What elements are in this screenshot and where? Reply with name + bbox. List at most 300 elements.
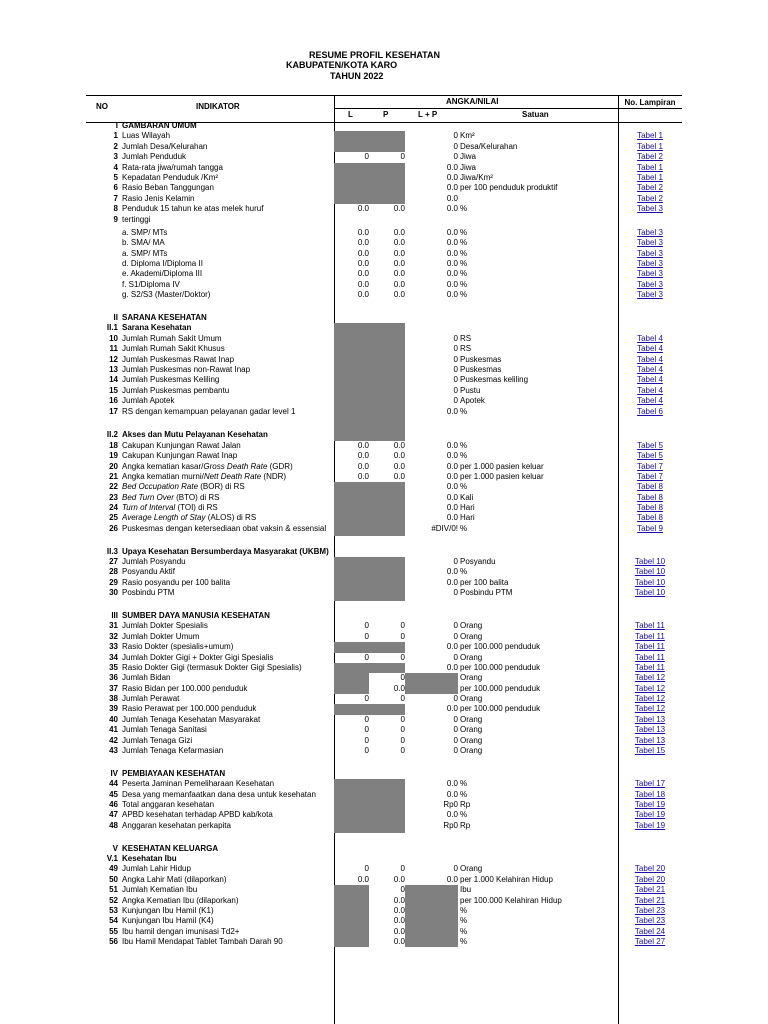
row-number: II.1 xyxy=(106,323,118,333)
appendix-link[interactable]: Tabel 11 xyxy=(635,631,665,641)
indicator-label: Kunjungan Ibu Hamil (K1) xyxy=(122,905,214,915)
unit-label: Orang xyxy=(460,621,483,631)
value-lp: 0.0 xyxy=(446,204,458,214)
value-p: 0.0 xyxy=(393,238,405,248)
unit-label: Kali xyxy=(460,492,474,502)
row-number: III xyxy=(111,610,118,620)
row-number: 25 xyxy=(109,513,118,523)
appendix-link[interactable]: Tabel 5 xyxy=(637,451,663,461)
row-number: 12 xyxy=(109,354,118,364)
indicator-label: Penduduk 15 tahun ke atas melek huruf xyxy=(122,204,264,214)
row-number: 5 xyxy=(113,172,118,182)
value-lp: 0.0 xyxy=(446,238,458,248)
table-row xyxy=(86,821,682,833)
unit-label: per 1.000 pasien keluar xyxy=(460,471,544,481)
section-row xyxy=(86,430,682,440)
indicator-label: Desa yang memanfaatkan dana desa untuk kesehatan xyxy=(122,789,316,799)
section-row xyxy=(86,611,682,621)
indicator-label: Angka kematian murni/Nett Death Rate (NDR) xyxy=(122,471,287,481)
unit-label: Orang xyxy=(460,714,483,724)
appendix-link[interactable]: Tabel 8 xyxy=(637,482,663,492)
appendix-link[interactable]: Tabel 6 xyxy=(637,406,663,416)
appendix-link[interactable]: Tabel 19 xyxy=(634,800,666,809)
appendix-link[interactable]: Tabel 24 xyxy=(634,926,666,936)
value-lp: 0 xyxy=(453,714,458,724)
value-lp: 0.0 xyxy=(446,567,458,577)
value-lp: 0.0 xyxy=(446,492,458,502)
row-number: 1 xyxy=(113,131,118,141)
unit-label: Orang xyxy=(460,694,483,704)
unit-label: Orang xyxy=(460,652,483,662)
row-number: 40 xyxy=(109,714,118,724)
value-lp: 0.0 xyxy=(446,662,458,672)
appendix-link[interactable]: Tabel 21 xyxy=(634,895,666,905)
appendix-link[interactable]: Tabel 10 xyxy=(634,588,666,598)
unit-label: per 100.000 Kelahiran Hidup xyxy=(460,895,562,905)
appendix-link[interactable]: Tabel 18 xyxy=(634,789,666,799)
unit-label: Hari xyxy=(460,503,475,513)
appendix-link[interactable]: Tabel 11 xyxy=(635,652,665,662)
unit-label: Posbindu PTM xyxy=(460,588,513,598)
table-body xyxy=(86,121,682,947)
value-l: 0.0 xyxy=(357,290,369,300)
unit-label: % xyxy=(460,926,468,936)
value-p: 0 xyxy=(400,652,405,662)
value-lp: Rp0 xyxy=(443,800,458,809)
value-lp: 0.0 xyxy=(446,440,458,450)
row-number: 14 xyxy=(109,375,118,385)
unit-label: Jiwa xyxy=(460,152,477,162)
appendix-link[interactable]: Tabel 3 xyxy=(637,290,663,300)
appendix-link[interactable]: Tabel 11 xyxy=(635,621,665,631)
unit-label: % xyxy=(460,810,468,820)
indicator-label: Jumlah Puskesmas Rawat Inap xyxy=(122,354,235,364)
section-row xyxy=(86,844,682,854)
table-row xyxy=(86,578,682,588)
value-lp: 0 xyxy=(453,652,458,662)
indicator-label: Kesehatan Ibu xyxy=(122,853,177,863)
table-row xyxy=(86,482,682,492)
appendix-link[interactable]: Tabel 20 xyxy=(634,874,666,884)
row-number: 26 xyxy=(109,523,118,533)
appendix-link[interactable]: Tabel 12 xyxy=(634,673,666,683)
appendix-link[interactable]: Tabel 19 xyxy=(634,810,666,820)
table-row xyxy=(86,758,682,768)
value-lp: 0 xyxy=(453,385,458,395)
value-lp: 0.0 xyxy=(446,290,458,300)
value-p: 0.0 xyxy=(393,916,405,926)
indicator-label: Turn of Interval (TOI) di RS xyxy=(122,503,218,513)
appendix-link[interactable]: Tabel 13 xyxy=(634,714,666,724)
unit-label: RS xyxy=(460,344,472,354)
header-l: L xyxy=(348,110,353,119)
value-lp: 0.0 xyxy=(446,789,458,799)
indicator-label: b. SMA/ MA xyxy=(122,238,165,248)
appendix-link[interactable]: Tabel 4 xyxy=(637,354,663,364)
value-l: 0.0 xyxy=(357,461,369,471)
table-row xyxy=(86,916,682,926)
report-title: RESUME PROFIL KESEHATAN xyxy=(309,50,441,60)
indicator-label: Upaya Kesehatan Bersumberdaya Masyarakat (UKBM) xyxy=(122,546,329,556)
value-p: 0 xyxy=(400,673,405,683)
table-row xyxy=(86,663,682,673)
value-lp: 0.0 xyxy=(446,577,458,587)
value-l: 0.0 xyxy=(357,471,369,481)
appendix-link[interactable]: Tabel 13 xyxy=(634,735,666,745)
appendix-link[interactable]: Tabel 8 xyxy=(637,503,663,513)
appendix-link[interactable]: Tabel 3 xyxy=(637,269,663,279)
value-p: 0.0 xyxy=(393,451,405,461)
indicator-label: Jumlah Tenaga Gizi xyxy=(122,735,193,745)
value-lp: 0.0 xyxy=(446,503,458,513)
header-lp: L + P xyxy=(418,110,438,119)
indicator-label: Angka Lahir Mati (dilaporkan) xyxy=(122,874,227,884)
indicator-label: Rasio Bidan per 100.000 penduduk xyxy=(122,683,248,693)
appendix-link[interactable]: Tabel 20 xyxy=(634,864,666,874)
value-l: 0.0 xyxy=(357,440,369,450)
appendix-link[interactable]: Tabel 9 xyxy=(637,523,663,533)
unit-label: % xyxy=(460,279,468,289)
indicator-label: Cakupan Kunjungan Rawat Inap xyxy=(122,451,238,461)
value-p: 0.0 xyxy=(393,290,405,300)
indicator-label: Jumlah Rumah Sakit Umum xyxy=(122,333,222,343)
appendix-link[interactable]: Tabel 8 xyxy=(637,513,663,523)
unit-label: Jiwa xyxy=(460,162,477,172)
indicator-label: Total anggaran kesehatan xyxy=(122,800,215,809)
value-lp: 0.0 xyxy=(446,461,458,471)
value-p: 0.0 xyxy=(393,937,405,947)
value-l: 0 xyxy=(364,714,369,724)
appendix-link[interactable]: Tabel 10 xyxy=(634,557,666,567)
value-lp: 0 xyxy=(453,631,458,641)
row-number: 8 xyxy=(113,204,118,214)
row-number: 49 xyxy=(109,864,118,874)
indicator-label: Rasio Beban Tanggungan xyxy=(122,183,214,193)
table-row xyxy=(86,864,682,874)
row-number: II.3 xyxy=(106,546,118,556)
row-number: 18 xyxy=(109,440,118,450)
table-row xyxy=(86,736,682,746)
table-row xyxy=(86,937,682,947)
table-row xyxy=(86,334,682,344)
indicator-label: Jumlah Posyandu xyxy=(122,557,186,567)
row-number: 46 xyxy=(109,800,118,809)
appendix-link[interactable]: Tabel 4 xyxy=(637,333,663,343)
row-number: 37 xyxy=(109,683,118,693)
table-row xyxy=(86,715,682,725)
appendix-link[interactable]: Tabel 11 xyxy=(635,662,665,672)
value-lp: 0.0 xyxy=(446,193,458,203)
value-lp: 0.0 xyxy=(446,704,458,714)
unit-label: Hari xyxy=(460,513,475,523)
table-row xyxy=(86,567,682,577)
header-indikator: INDIKATOR xyxy=(196,102,240,111)
unit-label: Puskesmas keliling xyxy=(460,375,529,385)
table-row xyxy=(86,588,682,600)
value-lp: 0.0 xyxy=(446,227,458,237)
row-number: 11 xyxy=(109,344,118,354)
appendix-link[interactable]: Tabel 4 xyxy=(637,385,663,395)
appendix-link[interactable]: Tabel 4 xyxy=(637,375,663,385)
value-p: 0.0 xyxy=(393,204,405,214)
value-l: 0 xyxy=(364,746,369,756)
appendix-link[interactable]: Tabel 3 xyxy=(637,279,663,289)
appendix-link[interactable]: Tabel 7 xyxy=(637,471,663,481)
value-l: 0 xyxy=(364,735,369,745)
appendix-link[interactable]: Tabel 3 xyxy=(637,259,663,269)
table-row xyxy=(86,355,682,365)
unit-label: % xyxy=(460,238,468,248)
unit-label: % xyxy=(460,523,468,533)
unit-label: Orang xyxy=(460,631,483,641)
value-p: 0.0 xyxy=(393,440,405,450)
unit-label: % xyxy=(460,204,468,214)
row-number: 22 xyxy=(109,482,118,492)
unit-label: Orang xyxy=(460,864,483,874)
row-number: 21 xyxy=(109,471,118,481)
appendix-link[interactable]: Tabel 4 xyxy=(637,364,663,374)
indicator-label: f. S1/Diploma IV xyxy=(122,279,180,289)
table-row xyxy=(86,451,682,461)
indicator-label: Peserta Jaminan Pemeliharaan Kesehatan xyxy=(122,779,275,789)
row-number: 55 xyxy=(109,926,118,936)
table-header xyxy=(86,95,682,123)
indicator-label: Jumlah Rumah Sakit Khusus xyxy=(122,344,225,354)
table-row xyxy=(86,441,682,451)
unit-label: Rp xyxy=(460,800,471,809)
unit-label: Rp xyxy=(460,820,471,830)
appendix-link[interactable]: Tabel 3 xyxy=(637,227,663,237)
unit-label: per 100 balita xyxy=(460,577,509,587)
row-number: 42 xyxy=(109,735,118,745)
value-lp: 0.0 xyxy=(446,172,458,182)
table-row xyxy=(86,790,682,800)
row-number: 7 xyxy=(113,193,118,203)
row-number: 39 xyxy=(109,704,118,714)
appendix-link[interactable]: Tabel 19 xyxy=(634,820,666,830)
table-row xyxy=(86,228,682,238)
table-row xyxy=(86,746,682,758)
indicator-label: KESEHATAN KELUARGA xyxy=(122,843,219,853)
unit-label: % xyxy=(460,248,468,258)
section-row xyxy=(86,313,682,323)
indicator-label: Jumlah Desa/Kelurahan xyxy=(122,141,208,151)
appendix-link[interactable]: Tabel 1 xyxy=(637,172,663,182)
appendix-link[interactable]: Tabel 3 xyxy=(637,204,663,214)
appendix-link[interactable]: Tabel 7 xyxy=(637,461,663,471)
indicator-label: Kunjungan Ibu Hamil (K4) xyxy=(122,916,214,926)
value-p: 0 xyxy=(400,152,405,162)
table-row xyxy=(86,280,682,290)
unit-label: % xyxy=(460,259,468,269)
table-row xyxy=(86,407,682,420)
value-lp: 0 xyxy=(453,131,458,141)
value-lp: 0 xyxy=(453,364,458,374)
table-row xyxy=(86,183,682,193)
appendix-link[interactable]: Tabel 23 xyxy=(634,916,666,926)
appendix-link[interactable]: Tabel 3 xyxy=(637,238,663,248)
unit-label: Orang xyxy=(460,673,483,683)
value-lp: 0.0 xyxy=(446,874,458,884)
row-number: 30 xyxy=(109,588,118,598)
row-number: 19 xyxy=(109,451,118,461)
indicator-label: SUMBER DAYA MANUSIA KESEHATAN xyxy=(122,610,270,620)
indicator-label: PEMBIAYAAN KESEHATAN xyxy=(122,768,226,778)
table-row xyxy=(86,524,682,536)
value-p: 0.0 xyxy=(393,926,405,936)
value-l: 0 xyxy=(364,694,369,704)
value-lp: 0.0 xyxy=(446,259,458,269)
unit-label: RS xyxy=(460,333,472,343)
appendix-link[interactable]: Tabel 3 xyxy=(637,248,663,258)
value-p: 0.0 xyxy=(393,279,405,289)
indicator-label: Akses dan Mutu Pelayanan Kesehatan xyxy=(122,430,268,440)
appendix-link[interactable]: Tabel 10 xyxy=(634,567,666,577)
table-row xyxy=(86,194,682,204)
value-l: 0.0 xyxy=(357,279,369,289)
value-p: 0.0 xyxy=(393,895,405,905)
row-number: 48 xyxy=(109,820,118,830)
value-lp: 0.0 xyxy=(446,451,458,461)
appendix-link[interactable]: Tabel 2 xyxy=(637,183,663,193)
appendix-link[interactable]: Tabel 4 xyxy=(637,396,663,406)
appendix-link[interactable]: Tabel 11 xyxy=(635,642,665,652)
row-number: I xyxy=(115,121,118,130)
table-row xyxy=(86,896,682,906)
value-lp: 0.0 xyxy=(446,642,458,652)
table-row xyxy=(86,472,682,482)
appendix-link[interactable]: Tabel 10 xyxy=(634,577,666,587)
appendix-link[interactable]: Tabel 1 xyxy=(637,131,663,141)
value-lp: 0.0 xyxy=(446,810,458,820)
table-row xyxy=(86,344,682,354)
value-lp: 0 xyxy=(453,621,458,631)
indicator-label: Anggaran kesehatan perkapita xyxy=(122,820,231,830)
indicator-label: Cakupan Kunjungan Rawat Jalan xyxy=(122,440,241,450)
unit-label: Orang xyxy=(460,735,483,745)
unit-label: % xyxy=(460,440,468,450)
row-number: 13 xyxy=(109,364,118,374)
unit-label: % xyxy=(460,916,468,926)
value-p: 0 xyxy=(400,746,405,756)
report-year: TAHUN 2022 xyxy=(330,71,384,81)
appendix-link[interactable]: Tabel 1 xyxy=(637,141,663,151)
table-row xyxy=(86,642,682,652)
row-number: 2 xyxy=(113,141,118,151)
unit-label: Apotek xyxy=(460,396,485,406)
value-l: 0 xyxy=(364,725,369,735)
value-lp: 0 xyxy=(453,354,458,364)
appendix-link[interactable]: Tabel 12 xyxy=(634,704,666,714)
appendix-link[interactable]: Tabel 4 xyxy=(637,344,663,354)
value-p: 0 xyxy=(400,714,405,724)
appendix-link[interactable]: Tabel 5 xyxy=(637,440,663,450)
indicator-label: Jumlah Perawat xyxy=(122,694,180,704)
appendix-link[interactable]: Tabel 2 xyxy=(637,152,663,162)
appendix-link[interactable]: Tabel 8 xyxy=(637,492,663,502)
row-number: 20 xyxy=(109,461,118,471)
indicator-label: a. SMP/ MTs xyxy=(122,227,168,237)
unit-label: Posyandu xyxy=(460,557,496,567)
row-number: 34 xyxy=(109,652,118,662)
indicator-label: Rasio Dokter Gigi (termasuk Dokter Gigi Spesialis) xyxy=(122,662,302,672)
row-number: 50 xyxy=(109,874,118,884)
unit-label: Pustu xyxy=(460,385,481,395)
unit-label: Desa/Kelurahan xyxy=(460,141,518,151)
row-number: 54 xyxy=(109,916,118,926)
table-row xyxy=(86,632,682,642)
table-row xyxy=(86,673,682,683)
header-satuan: Satuan xyxy=(522,110,549,119)
appendix-link[interactable]: Tabel 1 xyxy=(637,162,663,172)
indicator-label: Angka kematian kasar/Gross Death Rate (GDR) xyxy=(122,461,293,471)
value-lp: 0 xyxy=(453,694,458,704)
row-number: 38 xyxy=(109,694,118,704)
value-l: 0.0 xyxy=(357,451,369,461)
value-lp: 0.0 xyxy=(446,248,458,258)
table-row xyxy=(86,704,682,714)
appendix-link[interactable]: Tabel 23 xyxy=(634,905,666,915)
value-lp: 0 xyxy=(453,864,458,874)
value-lp: 0.0 xyxy=(446,471,458,481)
value-l: 0.0 xyxy=(357,238,369,248)
appendix-link[interactable]: Tabel 17 xyxy=(634,779,666,789)
appendix-link[interactable]: Tabel 2 xyxy=(637,193,663,203)
row-number: 16 xyxy=(109,396,118,406)
appendix-link[interactable]: Tabel 12 xyxy=(634,683,666,693)
indicator-label: Rasio Dokter (spesialis+umum) xyxy=(122,642,234,652)
unit-label: per 100.000 penduduk xyxy=(460,683,541,693)
table-row xyxy=(86,269,682,279)
unit-label: % xyxy=(460,482,468,492)
indicator-label: GAMBARAN UMUM xyxy=(122,121,197,130)
indicator-label: a. SMP/ MTs xyxy=(122,248,168,258)
unit-label: per 100.000 penduduk xyxy=(460,642,541,652)
indicator-label: Jumlah Puskesmas non-Rawat Inap xyxy=(122,364,251,374)
value-lp: 0 xyxy=(453,141,458,151)
appendix-link[interactable]: Tabel 13 xyxy=(634,725,666,735)
value-p: 0 xyxy=(400,694,405,704)
indicator-label: SARANA KESEHATAN xyxy=(122,313,207,323)
indicator-label: Jumlah Dokter Spesialis xyxy=(122,621,208,631)
appendix-link[interactable]: Tabel 15 xyxy=(634,746,666,756)
value-p: 0.0 xyxy=(393,471,405,481)
unit-label: % xyxy=(460,451,468,461)
unit-label: Ibu xyxy=(460,885,472,895)
value-l: 0.0 xyxy=(357,204,369,214)
unit-label: % xyxy=(460,937,468,947)
row-number: 4 xyxy=(113,162,118,172)
value-l: 0.0 xyxy=(357,259,369,269)
value-lp: 0 xyxy=(453,333,458,343)
indicator-label: Average Length of Stay (ALOS) di RS xyxy=(122,513,257,523)
table-row xyxy=(86,290,682,302)
value-lp: 0.0 xyxy=(446,162,458,172)
value-p: 0 xyxy=(400,885,405,895)
row-number: 28 xyxy=(109,567,118,577)
unit-label: % xyxy=(460,290,468,300)
data-table xyxy=(86,95,682,1024)
appendix-link[interactable]: Tabel 21 xyxy=(634,885,666,895)
value-p: 0 xyxy=(400,725,405,735)
appendix-link[interactable]: Tabel 12 xyxy=(634,694,666,704)
value-p: 0 xyxy=(400,621,405,631)
section-row xyxy=(86,769,682,779)
appendix-link[interactable]: Tabel 27 xyxy=(634,937,666,947)
unit-label: % xyxy=(460,905,468,915)
value-lp: 0.0 xyxy=(446,482,458,492)
table-row xyxy=(86,684,682,694)
